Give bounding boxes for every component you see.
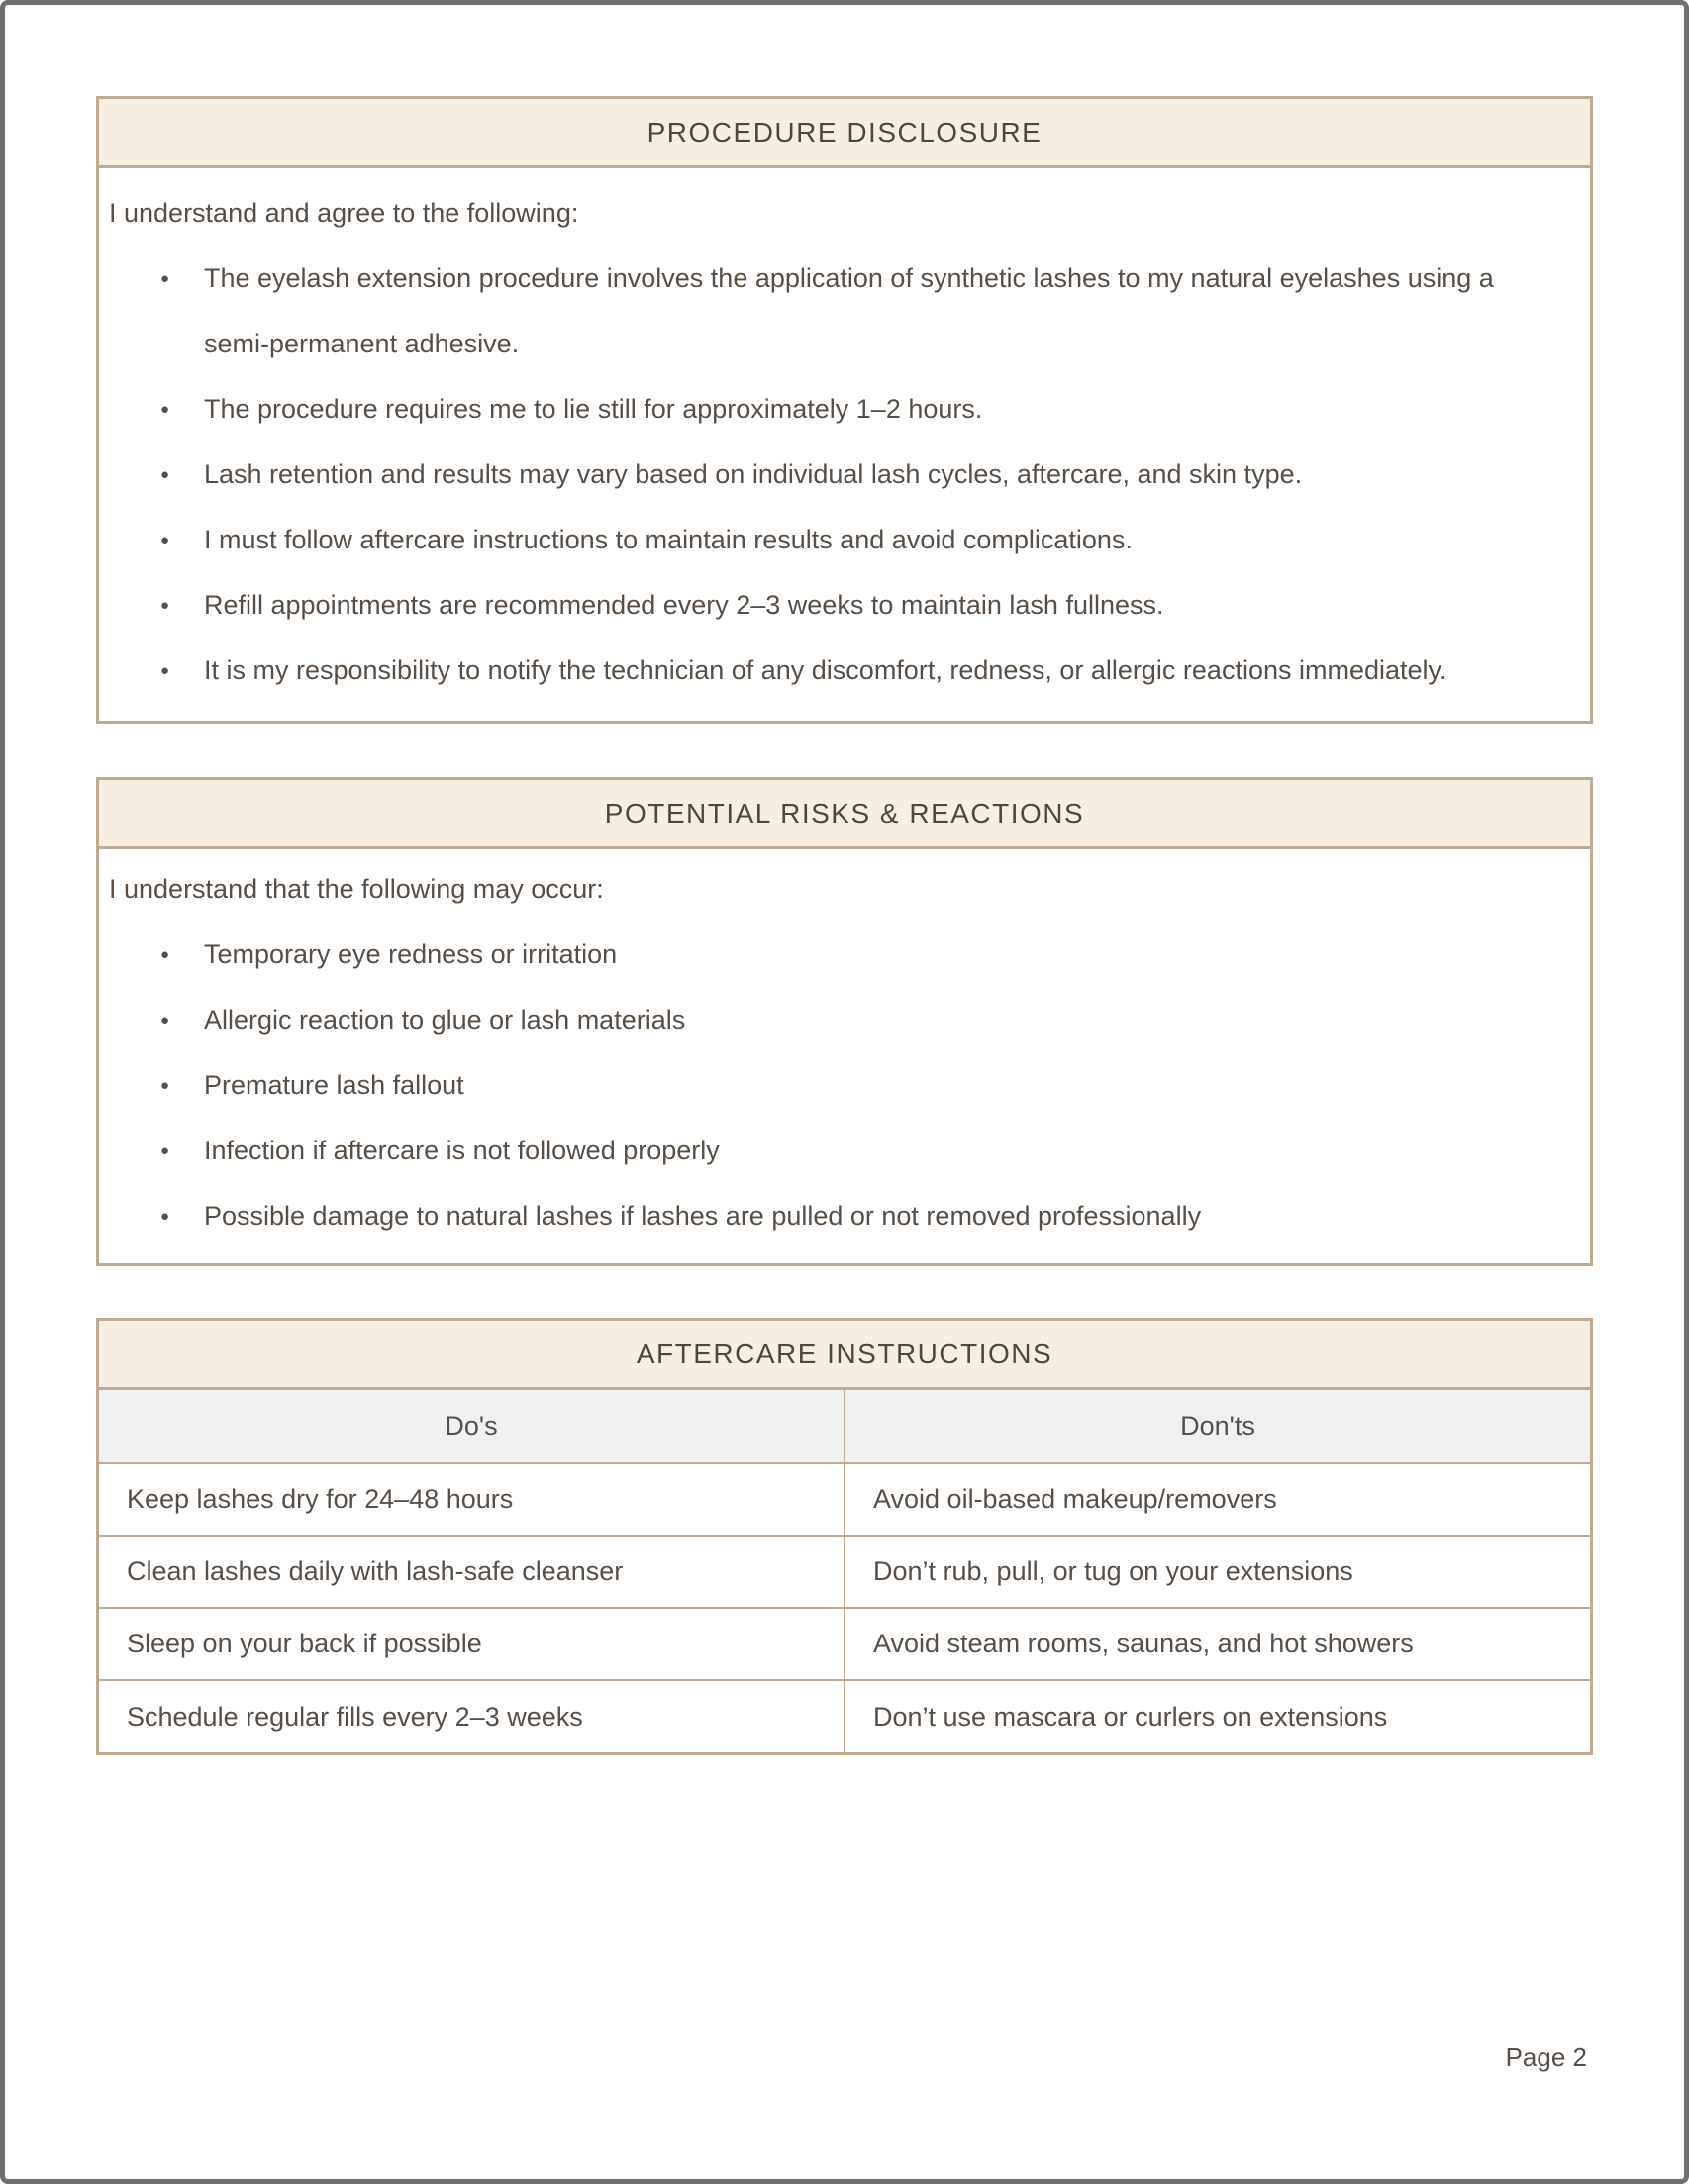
potential-risks-header [99,780,1590,849]
list-item: ● Infection if aftercare is not followed properly [109,1118,1560,1183]
table-row [99,1463,1590,1536]
dos-cell: Keep lashes dry for 24–48 hours [99,1463,844,1536]
table-header-row [99,1390,1590,1463]
table-row [99,1608,1590,1680]
procedure-disclosure-header [99,99,1590,168]
potential-risks-body [99,849,1590,1263]
section-title: PROCEDURE DISCLOSURE [646,116,1043,148]
section-potential-risks [96,777,1593,1266]
donts-cell: Don’t use mascara or curlers on extensions [844,1680,1590,1752]
list-item: ● Premature lash fallout [109,1052,1560,1118]
section-aftercare-instructions [96,1318,1593,1755]
bullet-list [109,922,1560,1248]
dos-cell: Sleep on your back if possible [99,1608,844,1680]
list-item: ● Refill appointments are recommended every 2–3 weeks to maintain lash fullness. [109,572,1560,638]
section-intro: I understand that the following may occur: [109,874,604,904]
dos-cell: Schedule regular fills every 2–3 weeks [99,1680,844,1752]
list-item: ● I must follow aftercare instructions to maintain results and avoid complications. [109,507,1560,572]
list-item: ● Possible damage to natural lashes if lashes are pulled or not removed professionally [109,1183,1560,1248]
aftercare-table [99,1390,1590,1752]
section-intro: I understand and agree to the following: [109,198,579,228]
table-row [99,1536,1590,1608]
list-item: ● Temporary eye redness or irritation [109,922,1560,987]
donts-cell: Don’t rub, pull, or tug on your extensions [844,1536,1590,1608]
donts-cell: Avoid steam rooms, saunas, and hot showers [844,1608,1590,1680]
bullet-list [109,246,1560,703]
table-row [99,1680,1590,1752]
list-item: ● The procedure requires me to lie still for approximately 1–2 hours. [109,376,1560,442]
table-col-dos: Do's [99,1390,844,1463]
procedure-disclosure-body [99,168,1590,721]
list-item: ● It is my responsibility to notify the technician of any discomfort, redness, or allergic reactions immediately. [109,638,1560,703]
dos-cell: Clean lashes daily with lash-safe cleanser [99,1536,844,1608]
section-title: AFTERCARE INSTRUCTIONS [636,1338,1053,1369]
list-item: ● Lash retention and results may vary based on individual lash cycles, aftercare, and skin type. [109,442,1560,507]
page-number: Page 2 [1505,2042,1587,2072]
donts-cell: Avoid oil-based makeup/removers [844,1463,1590,1536]
aftercare-instructions-header [99,1321,1590,1390]
section-title: POTENTIAL RISKS & REACTIONS [604,797,1085,829]
table-col-donts: Don'ts [844,1390,1590,1463]
section-procedure-disclosure [96,96,1593,724]
list-item: ● Allergic reaction to glue or lash materials [109,987,1560,1052]
list-item: ● The eyelash extension procedure involves the application of synthetic lashes to my natural eyelashes using a semi-permanent adhesive. [109,246,1560,376]
